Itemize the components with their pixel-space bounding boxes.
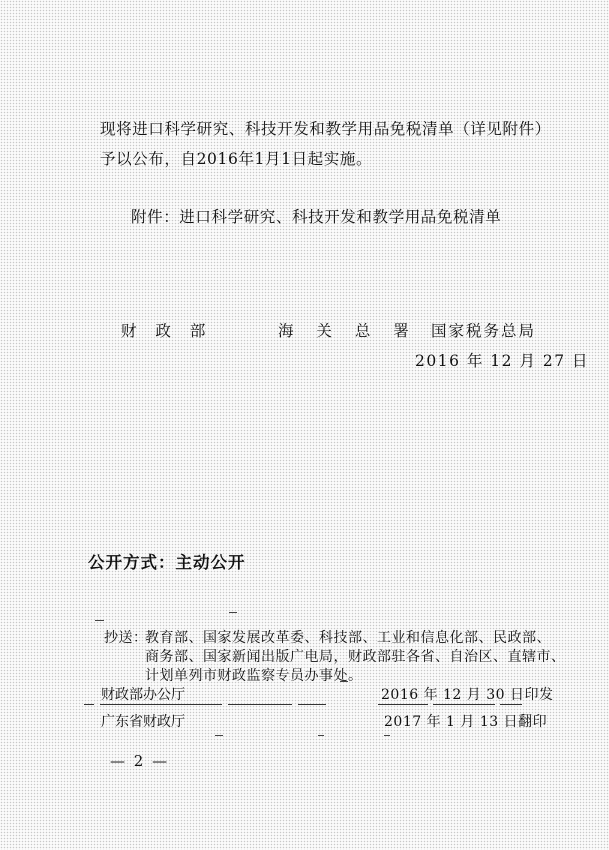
cc-line-1: 教育部、国家发展改革委、科技部、工业和信息化部、民政部、: [145, 630, 551, 646]
cc-line-2: 商务部、国家新闻出版广电局，财政部驻各省、自治区、直辖市、: [145, 649, 566, 665]
issuing-office-1: 财政部办公厅: [101, 687, 185, 703]
scan-mark: [318, 735, 324, 736]
separator-segment: [433, 704, 495, 705]
page-number: — 2 —: [110, 752, 170, 770]
cc-label: 抄送：: [104, 630, 148, 646]
signatory-ministry-of-finance: 财 政 部: [121, 322, 213, 340]
issue-date-2: 2017 年 1 月 13 日翻印: [384, 714, 548, 730]
signatory-tax-administration: 国家税务总局: [431, 322, 537, 340]
scan-mark: [384, 735, 390, 736]
signatory-customs: 海 关 总 署: [278, 322, 418, 340]
attachment-note: 附件：进口科学研究、科技开发和教学用品免税清单: [131, 208, 502, 226]
separator-segment: [298, 704, 326, 705]
body-paragraph-line-1: 现将进口科学研究、科技开发和教学用品免税清单（详见附件）: [100, 120, 551, 138]
scan-mark: [340, 681, 348, 682]
document-date: 2016 年 12 月 27 日: [415, 352, 590, 370]
body-paragraph-line-2: 予以公布，自2016年1月1日起实施。: [100, 150, 373, 168]
issue-date-1: 2016 年 12 月 30 日印发: [381, 687, 554, 703]
scan-mark: [95, 620, 104, 621]
scan-mark: [215, 735, 223, 736]
issuing-office-2: 广东省财政厅: [101, 714, 185, 730]
separator-segment: [378, 704, 428, 705]
disclosure-method: 公开方式：主动公开: [88, 553, 246, 572]
scan-mark: [229, 612, 237, 613]
separator-segment: [100, 704, 222, 705]
separator-segment: [500, 704, 522, 705]
cc-line-3: 计划单列市财政监察专员办事处。: [145, 668, 363, 684]
separator-segment: [228, 704, 292, 705]
separator-segment: [84, 704, 94, 705]
